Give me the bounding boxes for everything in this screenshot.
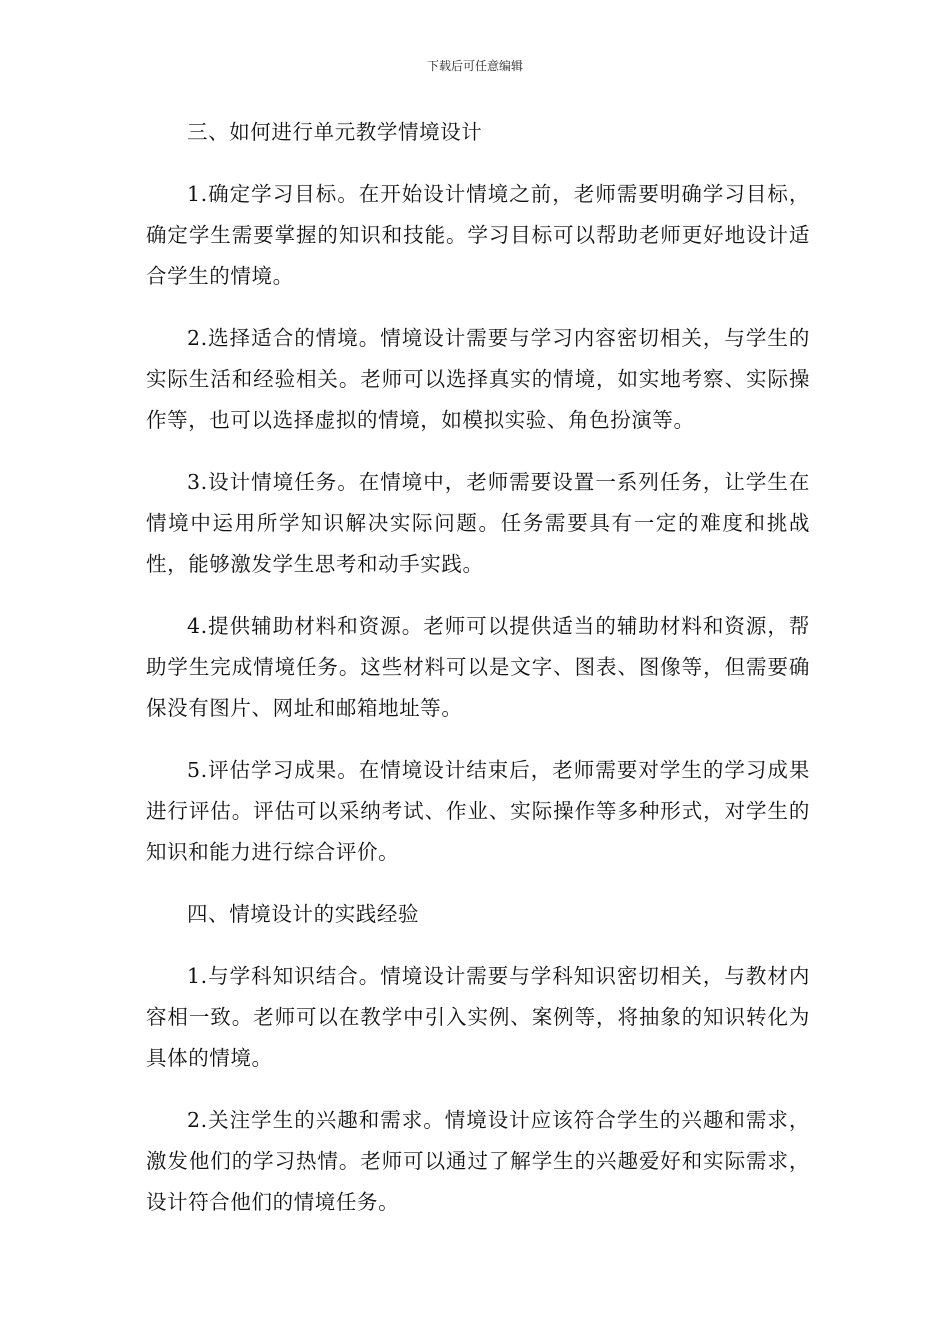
document-body bbox=[146, 112, 810, 1244]
header-note: 下载后可任意编辑 bbox=[426, 59, 523, 73]
section-3-paragraph-5: 5.评估学习成果。在情境设计结束后，老师需要对学生的学习成果进行评估。评估可以采纳考试、作业、实际操作等多种形式，对学生的知识和能力进行综合评价。 bbox=[146, 758, 810, 864]
section-3-paragraph-2: 2.选择适合的情境。情境设计需要与学习内容密切相关，与学生的实际生活和经验相关。老师可以选择真实的情境，如实地考察、实际操作等，也可以选择虚拟的情境，如模拟实验、角色扮演等。 bbox=[146, 326, 810, 432]
section-4-paragraph-1: 1.与学科知识结合。情境设计需要与学科知识密切相关，与教材内容相一致。老师可以在教学中引入实例、案例等，将抽象的知识转化为具体的情境。 bbox=[146, 964, 810, 1070]
section-3-paragraph-1: 1.确定学习目标。在开始设计情境之前，老师需要明确学习目标，确定学生需要掌握的知识和技能。学习目标可以帮助老师更好地设计适合学生的情境。 bbox=[146, 182, 810, 288]
section-4-paragraph-2: 2.关注学生的兴趣和需求。情境设计应该符合学生的兴趣和需求，激发他们的学习热情。老师可以通过了解学生的兴趣爱好和实际需求，设计符合他们的情境任务。 bbox=[146, 1108, 810, 1214]
section-3-paragraph-4: 4.提供辅助材料和资源。老师可以提供适当的辅助材料和资源，帮助学生完成情境任务。这些材料可以是文字、图表、图像等，但需要确保没有图片、网址和邮箱地址等。 bbox=[146, 614, 810, 720]
section-4-title: 四、情境设计的实践经验 bbox=[187, 902, 420, 926]
section-3-title: 三、如何进行单元教学情境设计 bbox=[187, 120, 483, 144]
section-3-paragraph-3: 3.设计情境任务。在情境中，老师需要设置一系列任务，让学生在情境中运用所学知识解决实际问题。任务需要具有一定的难度和挑战性，能够激发学生思考和动手实践。 bbox=[146, 470, 810, 576]
